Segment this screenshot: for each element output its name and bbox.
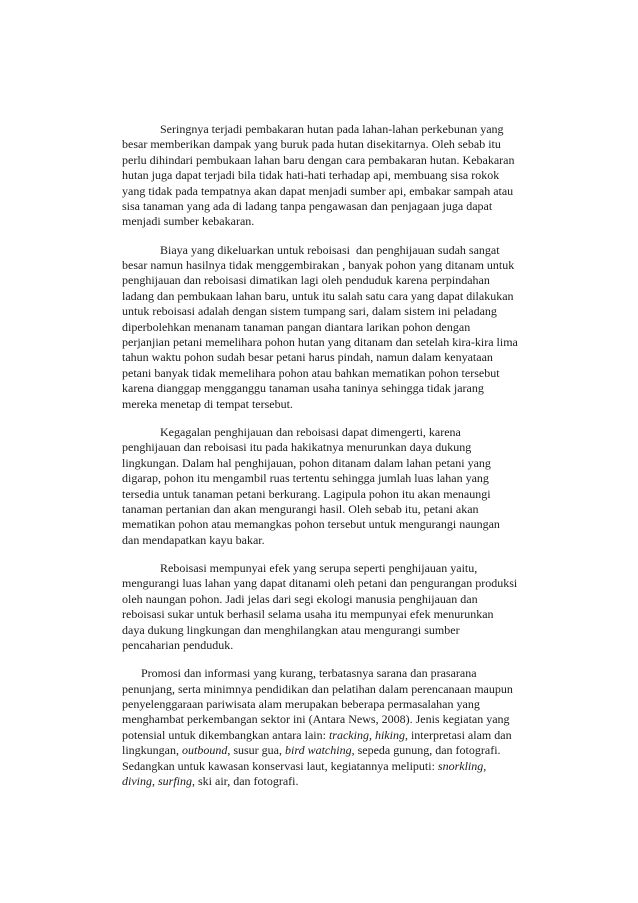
text-line: Promosi dan informasi yang kurang, terbatasnya sarana dan prasarana [141,666,477,681]
text-line: pencaharian penduduk. [122,637,234,652]
line-segment: , [368,727,375,742]
text-line: perlu dihindari pembukaan lahan baru dengan cara pembakaran hutan. Kebakaran [122,152,515,167]
text-line: Kegagalan penghijauan dan reboisasi dapat dimengerti, karena [160,424,461,439]
text-line: petani banyak tidak memelihara pohon atau bahkan mematikan pohon tersebut [122,365,500,380]
text-line [122,728,518,743]
paragraph-3 [122,425,518,548]
text-line: besar memberikan dampak yang buruk pada hutan disekitarnya. Oleh sebab itu [122,137,501,152]
italic-term: bird watching [285,743,352,758]
text-line: penghijauan dan reboisasi itu pada hakikatnya menurunkan daya dukung [122,440,472,455]
line-segment: potensial untuk dikembangkan antara lain: [122,727,329,742]
text-line: perjanjian petani memelihara pohon hutan yang ditanam dan setelah kira-kira lima [122,335,518,350]
text-line [122,759,518,774]
text-line: yang tidak pada tempatnya akan dapat menjadi sumber api, embakar sampah atau [122,183,514,198]
paragraph-4 [122,561,518,653]
line-segment: lingkungan, [122,743,182,758]
line-segment: , ski air, dan fotografi. [192,774,299,789]
text-line: penunjang, serta minimnya pendidikan dan pelatihan dalam perencanaan maupun [122,681,513,696]
text-line: reboisasi sukar untuk berhasil selama usaha itu mempunyai efek menurunkan [122,607,494,622]
document-body [122,122,518,789]
italic-term: diving [122,774,152,789]
text-line: tahun waktu pohon sudah besar petani harus pindah, namun dalam kenyataan [122,350,493,365]
text-line: digarap, pohon itu mengambil ruas tertentu sehingga jumlah luas lahan yang [122,471,489,486]
line-segment: , interpretasi alam dan [404,727,512,742]
text-line: Reboisasi mempunyai efek yang serupa seperti penghijauan yaitu, [160,560,478,575]
text-line: diperbolehkan menanam tanaman pangan diantara larikan pohon dengan [122,319,471,334]
text-line: mereka menetap di tempat tersebut. [122,396,293,411]
text-line: hutan juga dapat terjadi bila tidak hati-hati terhadap api, membuang sisa rokok [122,168,500,183]
text-line: karena dianggap mengganggu tanaman usaha taninya sehingga tidak jarang [122,381,484,396]
text-line: tanaman pertanian dan akan mengurangi hasil. Oleh sebab itu, petani akan [122,501,479,516]
text-line: mengurangi luas lahan yang dapat ditanami oleh petani dan pengurangan produksi [122,576,518,591]
italic-term: outbound [182,743,228,758]
text-line: untuk reboisasi adalah dengan sistem tumpang sari, dalam sistem ini peladang [122,304,497,319]
paragraph-1 [122,122,518,230]
text-line: Biaya yang dikeluarkan untuk reboisasi dan penghijauan sudah sangat [160,242,500,257]
text-line: menjadi sumber kebakaran. [122,214,255,229]
text-line: besar namun hasilnya tidak menggembirakan , banyak pohon yang ditanam untuk [122,258,515,273]
text-line: daya dukung lingkungan dan menghilangkan atau mengurangi sumber [122,622,460,637]
italic-term: hiking [374,727,405,742]
line-segment: , [483,758,487,773]
text-line [122,774,518,789]
text-line: menghambat perkembangan sektor ini (Antara News, 2008). Jenis kegiatan yang [122,712,510,727]
text-line: lingkungan. Dalam hal penghijauan, pohon ditanam dalam lahan petani yang [122,455,491,470]
text-line [122,743,518,758]
text-line: tersedia untuk tanaman petani berkurang. Lagipula pohon itu akan menaungi [122,486,491,501]
text-line: sisa tanaman yang ada di ladang tanpa pengawasan dan penjagaan juga dapat [122,199,493,214]
paragraph-5 [122,666,518,789]
line-segment: Sedangkan untuk kawasan konservasi laut, kegiatannya meliputi: [122,758,438,773]
text-line: dan mendapatkan kayu bakar. [122,532,265,547]
italic-term: surfing [158,774,193,789]
text-line: mematikan pohon atau memangkas pohon tersebut untuk mengurangi naungan [122,517,500,532]
line-segment: , sepeda gunung, dan fotografi. [351,743,501,758]
line-segment: , susur gua, [227,743,286,758]
text-line: Seringnya terjadi pembakaran hutan pada lahan-lahan perkebunan yang [160,122,504,136]
text-line: penyelenggaraan pariwisata alam merupakan beberapa permasalahan yang [122,697,480,711]
text-line: penghijauan dan reboisasi dimatikan lagi oleh penduduk karena perpindahan [122,273,490,288]
paragraph-2 [122,243,518,412]
text-line: ladang dan pembukaan lahan baru, untuk itu salah satu cara yang dapat dilakukan [122,288,514,303]
italic-term: tracking [328,727,369,742]
line-segment: , [152,774,158,789]
text-line: oleh naungan pohon. Jadi jelas dari segi ekologi manusia penghijauan dan [122,591,478,606]
italic-term: snorkling [437,758,484,773]
